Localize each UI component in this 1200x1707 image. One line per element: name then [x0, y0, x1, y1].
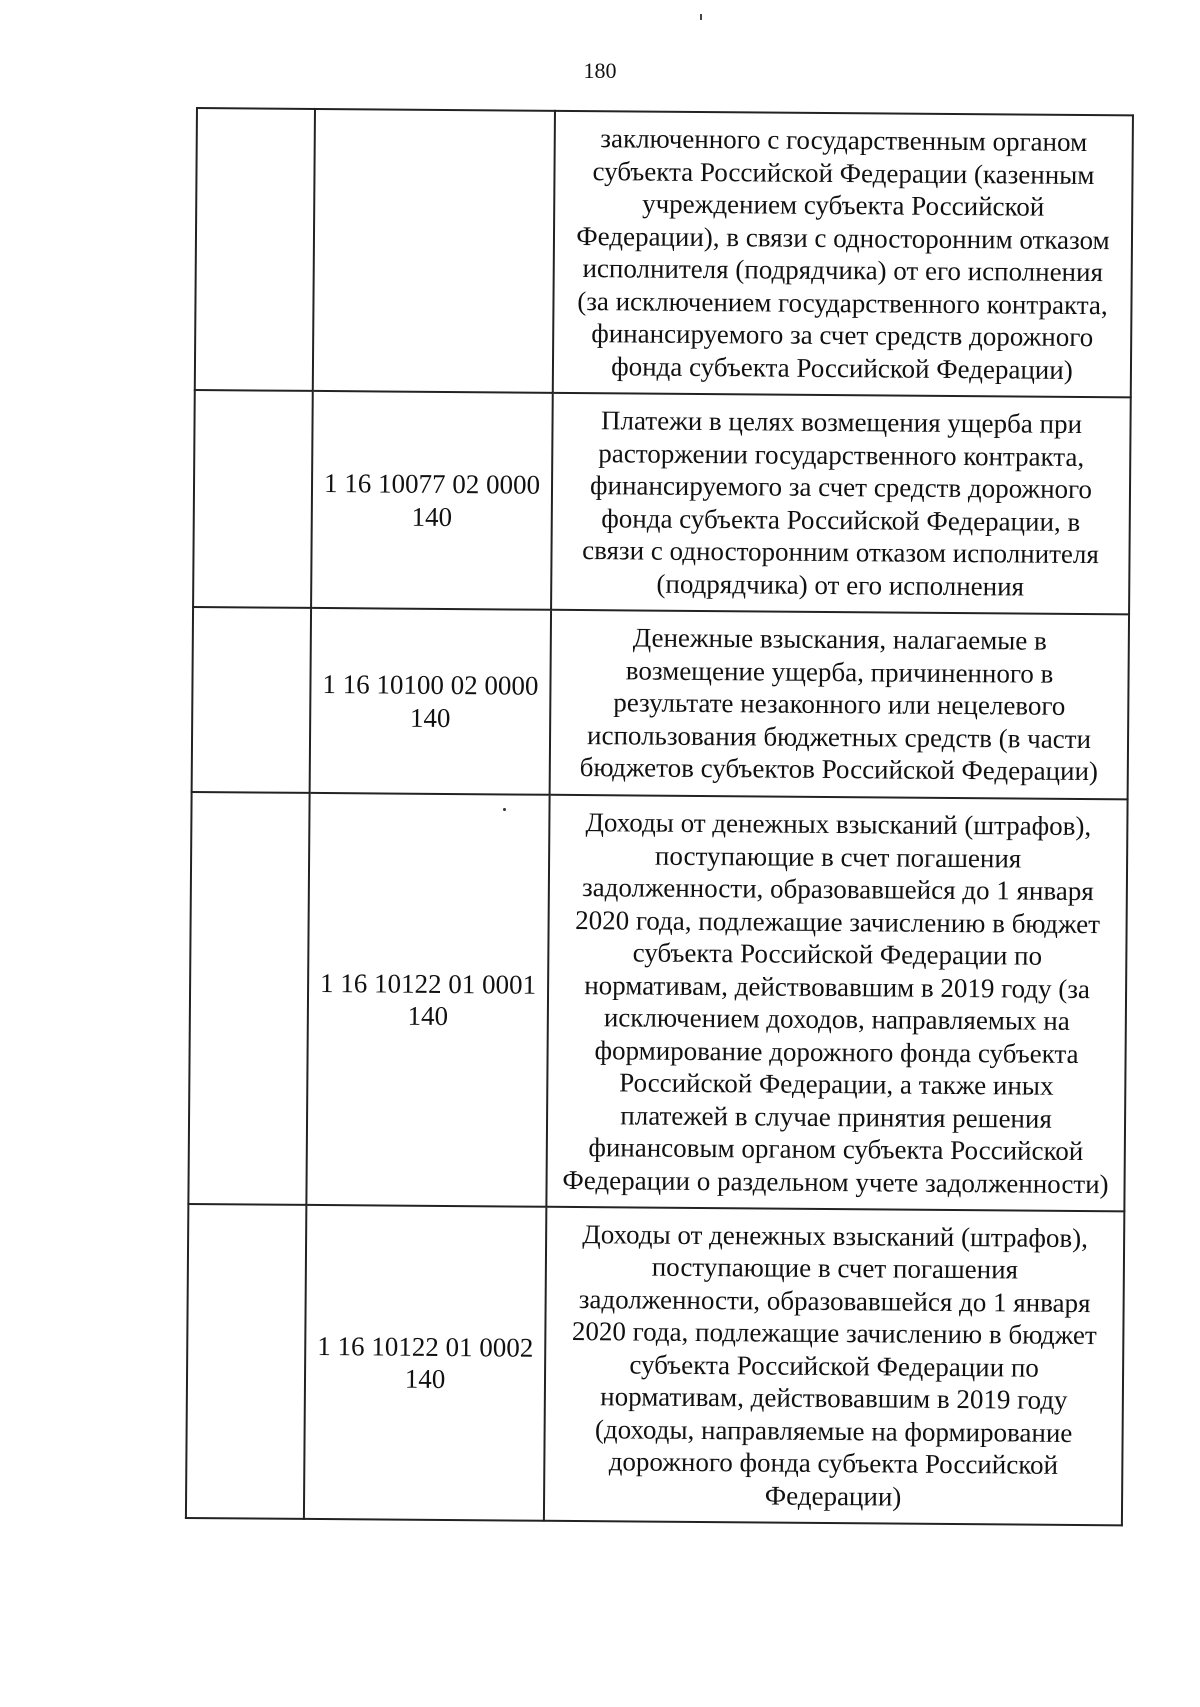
budget-code: 1 16 10100 02 0000 — [322, 669, 539, 701]
budget-code-cell — [310, 608, 551, 795]
budget-code-suffix — [321, 250, 547, 252]
scan-mark — [700, 14, 702, 20]
table-row — [186, 1204, 1124, 1525]
table-row — [188, 792, 1127, 1211]
budget-code-suffix: 140 — [404, 1363, 446, 1394]
description-cell: Платежи в целях возмещения ущерба при расторжении государственного контракта, финансируемого за счет средств дорожного фонда субъекта Российской Федерации, в связи с односторонним отказом исполнителя (подрядчика) от его исполнения — [551, 393, 1131, 615]
budget-code-cell — [304, 1205, 546, 1521]
table-row — [192, 607, 1129, 799]
budget-code — [321, 250, 547, 252]
budget-code-cell — [306, 793, 549, 1207]
table-row — [195, 108, 1133, 397]
admin-code-cell — [192, 607, 311, 793]
budget-code: 1 16 10077 02 0000 — [323, 468, 541, 500]
budget-code-suffix: 140 — [407, 1000, 449, 1032]
budget-code: 1 16 10122 01 0002 — [317, 1330, 534, 1363]
budget-code-cell — [311, 391, 553, 610]
description-cell: заключенного с государственным органом субъекта Российской Федерации (казенным учреждением субъекта Российской Федерации), в связи с односторонним отказом исполнителя (подрядчика) от его исполнения (за исключением государственного контракта, финансируемого за счет средств дорожного фонда субъекта Российской Федерации) — [553, 111, 1133, 398]
revenue-codes-table — [185, 107, 1134, 1526]
page-number: 180 — [583, 58, 617, 83]
description-cell: Доходы от денежных взысканий (штрафов), поступающие в счет погашения задолженности, образовавшейся до 1 января 2020 года, подлежащие зачислению в бюджет субъекта Российской Федерации по нормативам, действовавшим в 2019 году (за исключением доходов, направляемых на формирование дорожного фонда субъекта Российской Федерации, а также иных платежей в случае принятия решения финансовым органом субъекта Российской Федерации о раздельном учете задолженности) — [546, 795, 1127, 1212]
budget-code-suffix: 140 — [411, 501, 453, 532]
budget-code-cell — [313, 109, 555, 393]
table-row — [193, 390, 1131, 614]
admin-code-cell — [188, 792, 309, 1205]
budget-code: 1 16 10122 01 0001 — [320, 967, 537, 1000]
description-cell: Доходы от денежных взысканий (штрафов), поступающие в счет погашения задолженности, образовавшейся до 1 января 2020 года, подлежащие зачислению в бюджет субъекта Российской Федерации по нормативам, действовавшим в 2019 году (доходы, направляемые на формирование дорожного фонда субъекта Российской Федерации) — [544, 1207, 1124, 1526]
admin-code-cell — [193, 390, 313, 608]
admin-code-cell — [195, 108, 315, 391]
admin-code-cell — [186, 1204, 306, 1519]
scan-speck — [503, 808, 506, 811]
description-cell: Денежные взыскания, налагаемые в возмещение ущерба, причиненного в результате незаконного или нецелевого использования бюджетных средств (в части бюджетов субъектов Российской Федерации) — [550, 610, 1129, 800]
budget-code-suffix: 140 — [409, 702, 451, 733]
